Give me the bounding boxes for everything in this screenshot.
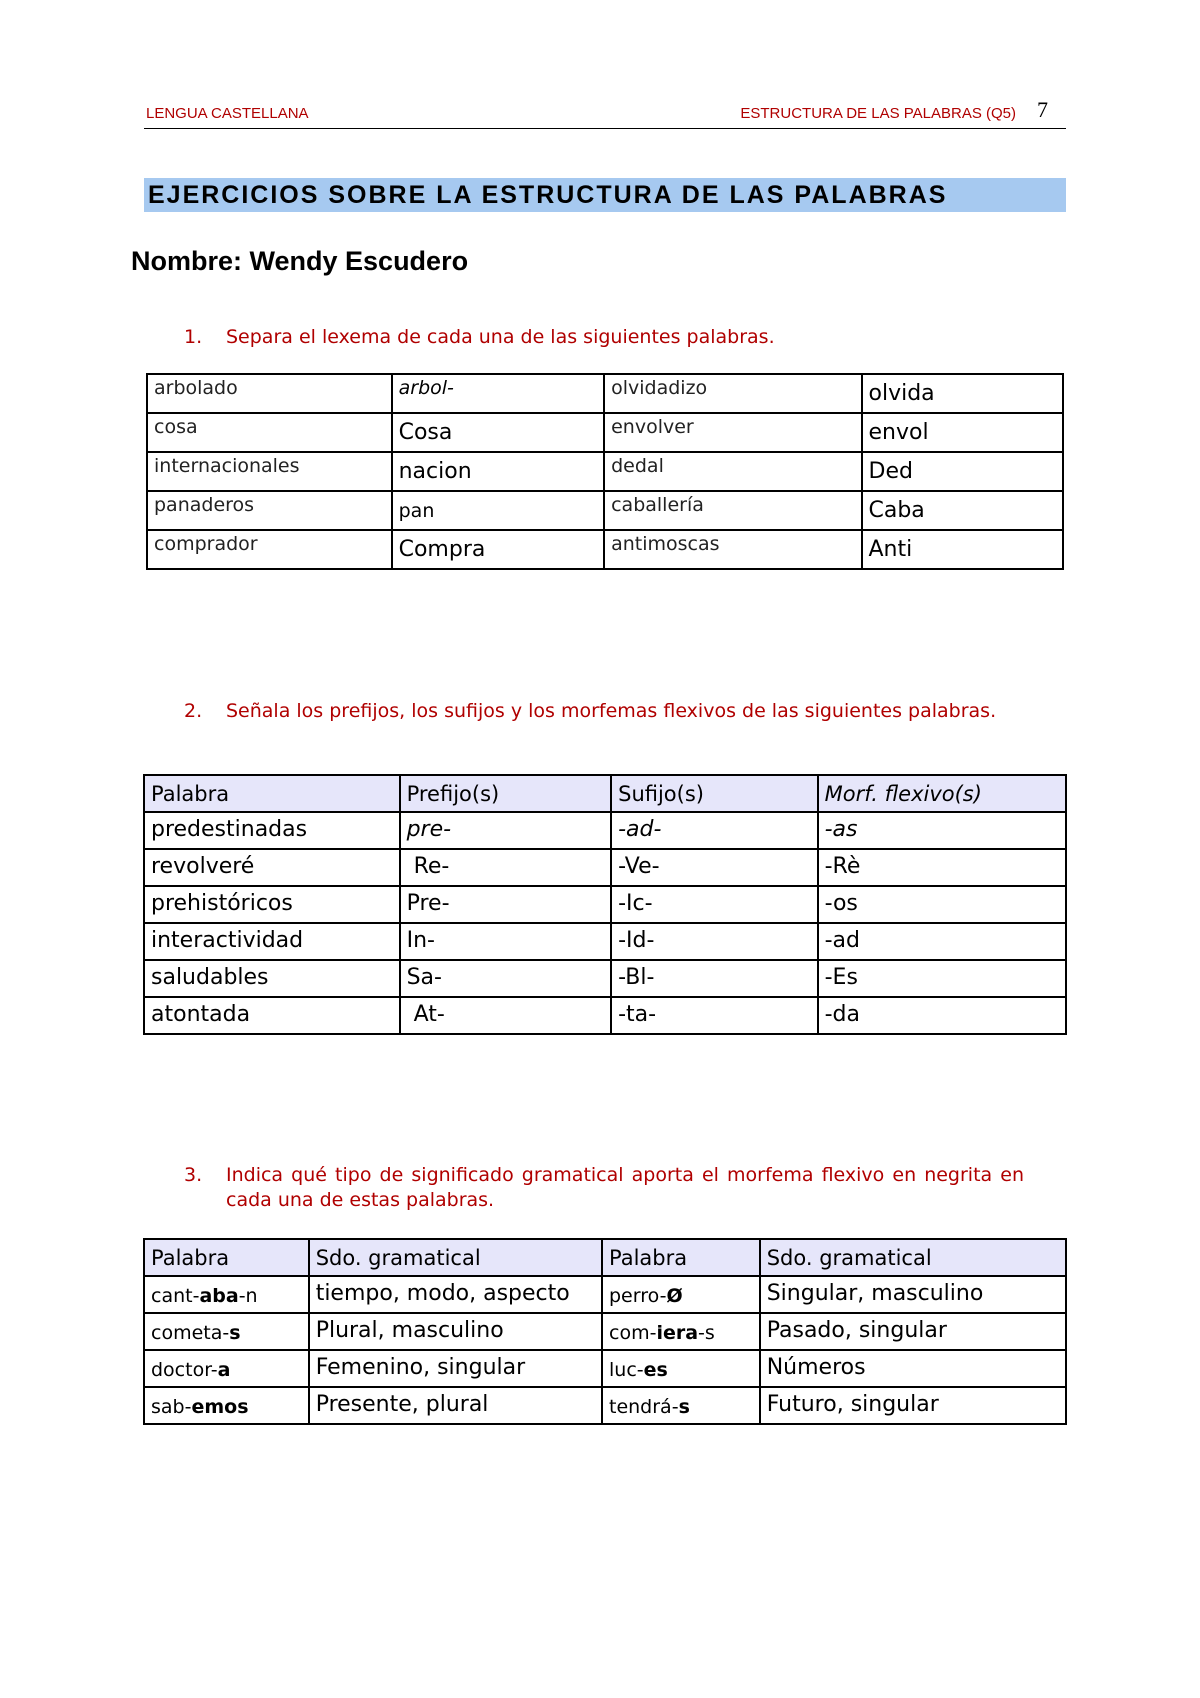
prefix-cell[interactable]: At-	[400, 997, 612, 1034]
word-cell: internacionales	[147, 452, 392, 491]
question-2	[184, 699, 1024, 724]
column-header: Sdo. gramatical	[760, 1239, 1066, 1276]
table-header-row	[144, 775, 1066, 812]
suffix-cell[interactable]: -Ic-	[611, 886, 818, 923]
question-text: Separa el lexema de cada una de las siguientes palabras.	[226, 326, 775, 348]
answer-cell[interactable]: Cosa	[392, 413, 605, 452]
table-row	[147, 413, 1063, 452]
word-cell: cometa-s	[144, 1313, 309, 1350]
page-number: 7	[1037, 97, 1048, 122]
word-cell: comprador	[147, 530, 392, 569]
grammatical-meaning-table	[143, 1238, 1067, 1425]
meaning-cell[interactable]: Números	[760, 1350, 1066, 1387]
table-row	[144, 960, 1066, 997]
word-cell: luc-es	[602, 1350, 760, 1387]
prefix-cell[interactable]: In-	[400, 923, 612, 960]
column-header: Prefijo(s)	[400, 775, 612, 812]
question-text: Indica qué tipo de significado gramatical aporta el morfema flexivo en negrita en cada una de estas palabras.	[226, 1164, 1024, 1211]
lexema-table	[146, 373, 1064, 570]
morphemes-table	[143, 774, 1067, 1035]
inflection-cell[interactable]: -Es	[818, 960, 1066, 997]
inflection-cell[interactable]: -os	[818, 886, 1066, 923]
word-cell: dedal	[604, 452, 861, 491]
word-cell: panaderos	[147, 491, 392, 530]
answer-cell[interactable]: olvida	[862, 374, 1064, 413]
meaning-cell[interactable]: Pasado, singular	[760, 1313, 1066, 1350]
word-cell: sab-emos	[144, 1387, 309, 1424]
table-row	[144, 1350, 1066, 1387]
table-row	[144, 812, 1066, 849]
answer-cell[interactable]: Compra	[392, 530, 605, 569]
prefix-cell[interactable]: Sa-	[400, 960, 612, 997]
column-header: Morf. flexivo(s)	[818, 775, 1066, 812]
table-row	[147, 491, 1063, 530]
header-subject: LENGUA CASTELLANA	[146, 105, 309, 122]
inflection-cell[interactable]: -as	[818, 812, 1066, 849]
table-row	[144, 997, 1066, 1034]
word-cell: doctor-a	[144, 1350, 309, 1387]
question-1	[184, 325, 1024, 350]
answer-cell[interactable]: nacion	[392, 452, 605, 491]
word-cell: envolver	[604, 413, 861, 452]
table-row	[144, 849, 1066, 886]
table-header-row	[144, 1239, 1066, 1276]
column-header: Sdo. gramatical	[309, 1239, 602, 1276]
column-header: Palabra	[602, 1239, 760, 1276]
word-cell: saludables	[144, 960, 400, 997]
word-cell: cosa	[147, 413, 392, 452]
prefix-cell[interactable]: Re-	[400, 849, 612, 886]
answer-cell[interactable]: envol	[862, 413, 1064, 452]
word-cell: prehistóricos	[144, 886, 400, 923]
table-row	[147, 530, 1063, 569]
table-row	[144, 1387, 1066, 1424]
table-row	[144, 923, 1066, 960]
answer-cell[interactable]: pan	[392, 491, 605, 530]
question-3	[184, 1163, 1024, 1213]
table-row	[144, 1313, 1066, 1350]
header-topic: ESTRUCTURA DE LAS PALABRAS (Q5)	[740, 105, 1016, 122]
answer-cell[interactable]: Ded	[862, 452, 1064, 491]
word-cell: predestinadas	[144, 812, 400, 849]
prefix-cell[interactable]: pre-	[400, 812, 612, 849]
inflection-cell[interactable]: -ad	[818, 923, 1066, 960]
meaning-cell[interactable]: Femenino, singular	[309, 1350, 602, 1387]
question-number: 3.	[184, 1164, 203, 1186]
question-text: Señala los prefijos, los sufijos y los morfemas flexivos de las siguientes palabras.	[226, 700, 997, 722]
question-number: 1.	[184, 326, 203, 348]
student-name: Nombre: Wendy Escudero	[131, 246, 469, 276]
meaning-cell[interactable]: Futuro, singular	[760, 1387, 1066, 1424]
meaning-cell[interactable]: tiempo, modo, aspecto	[309, 1276, 602, 1313]
word-cell: caballería	[604, 491, 861, 530]
suffix-cell[interactable]: -Bl-	[611, 960, 818, 997]
suffix-cell[interactable]: -Ve-	[611, 849, 818, 886]
meaning-cell[interactable]: Presente, plural	[309, 1387, 602, 1424]
word-cell: arbolado	[147, 374, 392, 413]
answer-cell[interactable]: Anti	[862, 530, 1064, 569]
suffix-cell[interactable]: -ta-	[611, 997, 818, 1034]
word-cell: antimoscas	[604, 530, 861, 569]
word-cell: interactividad	[144, 923, 400, 960]
word-cell: olvidadizo	[604, 374, 861, 413]
page-header	[144, 98, 1066, 129]
question-number: 2.	[184, 700, 203, 722]
meaning-cell[interactable]: Plural, masculino	[309, 1313, 602, 1350]
column-header: Sufijo(s)	[611, 775, 818, 812]
table-row	[144, 886, 1066, 923]
inflection-cell[interactable]: -Rè	[818, 849, 1066, 886]
word-cell: tendrá-s	[602, 1387, 760, 1424]
meaning-cell[interactable]: Singular, masculino	[760, 1276, 1066, 1313]
word-cell: perro-Ø	[602, 1276, 760, 1313]
page-title: EJERCICIOS SOBRE LA ESTRUCTURA DE LAS PALABRAS	[144, 178, 1066, 212]
prefix-cell[interactable]: Pre-	[400, 886, 612, 923]
table-row	[147, 452, 1063, 491]
word-cell: atontada	[144, 997, 400, 1034]
table-row	[147, 374, 1063, 413]
word-cell: com-iera-s	[602, 1313, 760, 1350]
column-header: Palabra	[144, 775, 400, 812]
table-row	[144, 1276, 1066, 1313]
word-cell: cant-aba-n	[144, 1276, 309, 1313]
suffix-cell[interactable]: -Id-	[611, 923, 818, 960]
column-header: Palabra	[144, 1239, 309, 1276]
inflection-cell[interactable]: -da	[818, 997, 1066, 1034]
answer-cell[interactable]: arbol-	[392, 374, 605, 413]
suffix-cell[interactable]: -ad-	[611, 812, 818, 849]
word-cell: revolveré	[144, 849, 400, 886]
answer-cell[interactable]: Caba	[862, 491, 1064, 530]
